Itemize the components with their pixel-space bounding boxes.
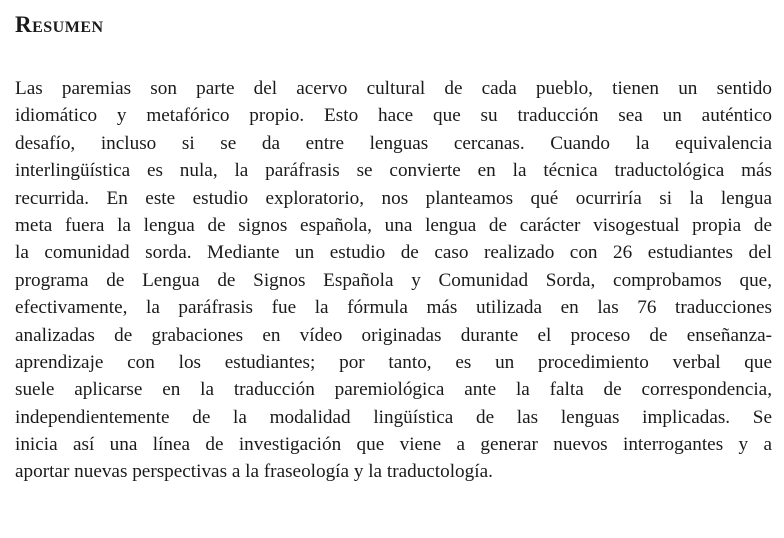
abstract-line: aportar nuevas perspectivas a la fraseología y la traductología. (15, 461, 493, 483)
abstract-line: idiomático y metafórico propio. Esto hace que su traducción sea un auténtico (15, 105, 772, 127)
abstract-line: suele aplicarse en la traducción paremiológica ante la falta de correspondencia, (15, 379, 772, 401)
section-heading: Resumen (15, 12, 104, 37)
abstract-line: desafío, incluso si se da entre lenguas cercanas. Cuando la equivalencia (15, 132, 772, 154)
abstract-line: aprendizaje con los estudiantes; por tanto, es un procedimiento verbal que (15, 351, 772, 373)
abstract-line: meta fuera la lengua de signos española, una lengua de carácter visogestual propia de (15, 214, 772, 236)
abstract-line: programa de Lengua de Signos Española y Comunidad Sorda, comprobamos que, (15, 269, 772, 291)
abstract-line: la comunidad sorda. Mediante un estudio de caso realizado con 26 estudiantes del (15, 242, 772, 264)
abstract-line: recurrida. En este estudio exploratorio, nos planteamos qué ocurriría si la lengua (15, 187, 772, 209)
abstract-line: interlingüística es nula, la paráfrasis se convierte en la técnica traductológica más (15, 160, 772, 182)
abstract-line: efectivamente, la paráfrasis fue la fórmula más utilizada en las 76 traducciones (15, 297, 772, 319)
abstract-line: independientemente de la modalidad lingüística de las lenguas implicadas. Se (15, 406, 772, 428)
abstract-line: Las paremias son parte del acervo cultural de cada pueblo, tienen un sentido (15, 78, 772, 99)
abstract-paragraph (15, 75, 772, 486)
abstract-line: inicia así una línea de investigación que viene a generar nuevos interrogantes y a (15, 434, 772, 456)
abstract-line: analizadas de grabaciones en vídeo originadas durante el proceso de enseñanza- (15, 324, 772, 346)
